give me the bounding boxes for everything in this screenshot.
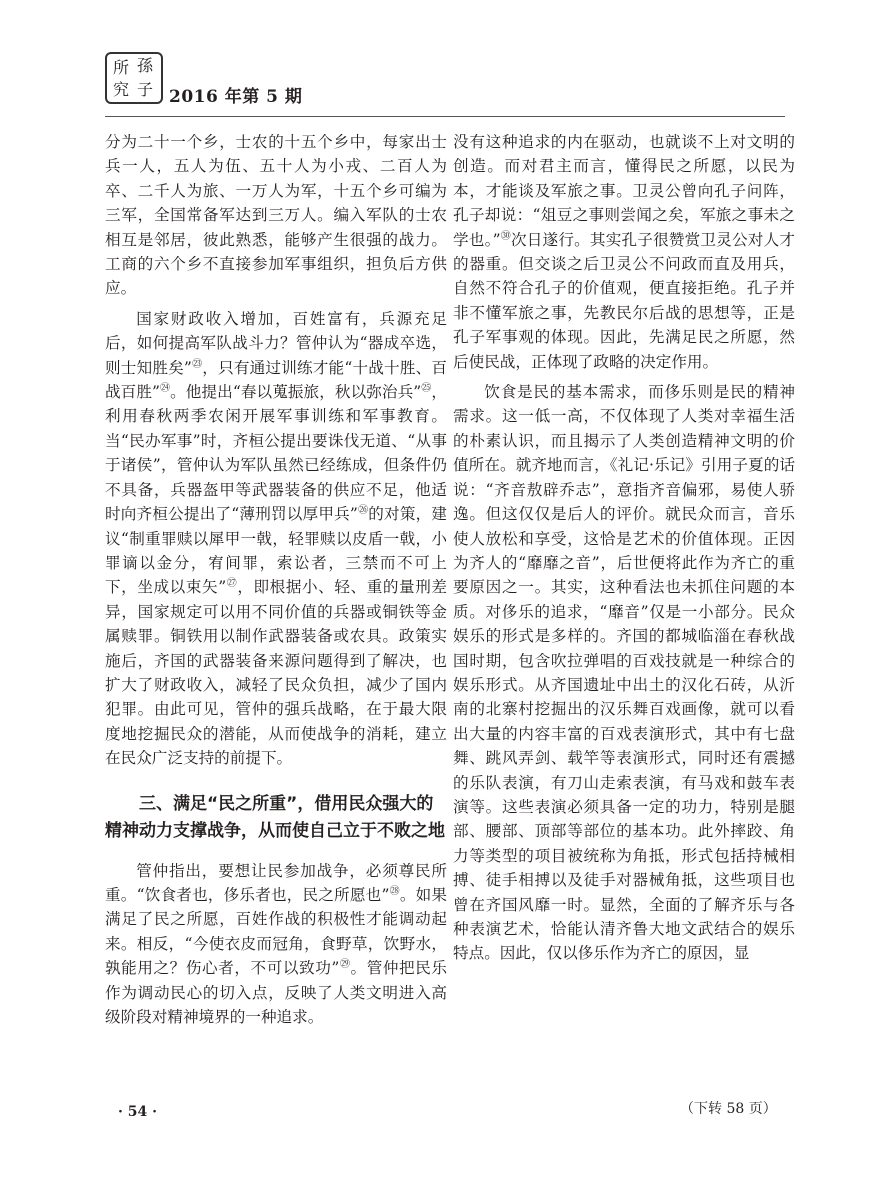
footnote-marker: ㉚ xyxy=(500,230,511,242)
journal-logo xyxy=(105,52,163,104)
page-number: · 54 · xyxy=(118,1104,157,1120)
footnote-marker: ㉕ xyxy=(421,382,432,394)
footnote-marker: ㉔ xyxy=(159,382,171,394)
logo-char: 子 xyxy=(137,80,154,99)
footnote-marker: ㉘ xyxy=(389,885,400,897)
header-rule xyxy=(105,116,785,117)
footnote-marker: ㉓ xyxy=(191,358,203,370)
section-heading: 三、满足“民之所重”，借用民众强大的精神动力支撑战争，从而使自己立于不败之地 xyxy=(105,793,445,841)
paragraph: 饮食是民的基本需求，而侈乐则是民的精神需求。这一低一高，不仅体现了人类对幸福生活的朴素认识，而且揭示了人类创造精神文明的价值所在。就齐地而言，《礼记·乐记》引用子夏的话说：“齐音敖辟乔志”，意指齐音偏邪，易使人骄逸。但这仅仅是后人的评价。就民众而言，音乐使人放松和享受，这恰是艺术的价值体现。正因为齐人的“靡靡之音”，后世便将此作为齐亡的重要原因之一。其实，这种看法也未抓住问题的本质。对侈乐的追求，“靡音”仅是一小部分。民众娱乐的形式是多样的。齐国的都城临淄在春秋战国时期，包含吹拉弹唱的百戏技就是一种综合的娱乐形式。从齐国遗址中出土的汉化石砖，从沂南的北寨村挖掘出的汉乐舞百戏画像，就可以看出大量的内容丰富的百戏表演形式，其中有七盘舞、跳风弄剑、载竿等表演形式，同时还有震撼的乐队表演，有刀山走索表演，有马戏和鼓车表演等。这些表演必须具备一定的功力，特别是腿部、腰部、顶部等部位的基本功。此外摔跤、角力等类型的项目被统称为角抵，形式包括持械相搏、徒手相搏以及徒手对器械角抵，这些项目也曾在齐国风靡一时。显然，全面的了解齐乐与各种表演艺术，恰能认清齐鲁大地文武结合的娱乐特点。因此，仅以侈乐作为齐亡的原因，显 xyxy=(453,383,795,963)
logo-char: 所 xyxy=(113,58,130,77)
issue-label: 2016 年第 5 期 xyxy=(169,87,303,107)
paragraph: 国家财政收入增加，百姓富有，兵源充足后，如何提高军队战斗力？管仲认为“器成卒选，则士知胜矣”$^㉓$，只有通过训练才能“十战十胜、百战百胜”$^㉔$。他提出“春以蒐振旅，秋以弥治兵”$^㉕$，利用春秋两季农闲开展军事训练和军事教育。当“民办军事”时，齐桓公提出要诛伐无道、“从事于诸侯”，管仲认为军队虽然已经练成，但条件仍不具备，兵器盔甲等武器装备的供应不足，他适时向齐桓公提出了“薄刑罚以厚甲兵”$^㉖$的对策，建议“制重罪赎以犀甲一戟，轻罪赎以皮盾一戟，小罪谪以金分，宥间罪，索讼者，三禁而不可上下，坐成以束矢”$^㉗$，即根据小、轻、重的量刑差异，国家规定可以用不同价值的兵器或铜铁等金属赎罪。铜铁用以制作武器装备或农具。政策实施后，齐国的武器装备来源问题得到了解决，也扩大了财政收入，减轻了民众负担，减少了国内犯罪。由此可见，管仲的强兵战略，在于最大限度地挖掘民众的潜能，从而使战争的消耗，建立在民众广泛支持的前提下。 xyxy=(105,309,447,768)
left-column xyxy=(105,130,447,1029)
footnote-marker: ㉖ xyxy=(357,504,369,516)
footnote-marker: ㉗ xyxy=(226,578,238,590)
right-column xyxy=(453,130,795,966)
paragraph: 分为二十一个乡，士农的十五个乡中，每家出士兵一人，五人为伍、五十人为小戎、二百人为卒、二千人为旅、一万人为军，十五个乡可编为三军，全国常备军达到三万人。编入军队的士农相互是邻居，彼此熟悉，能够产生很强的战力。工商的六个乡不直接参加军事组织，担负后方供应。 xyxy=(105,133,447,298)
page-header xyxy=(105,52,785,118)
continued-note: （下转 58 页） xyxy=(680,1101,777,1117)
paragraph: 没有这种追求的内在驱动，也就谈不上对文明的创造。而对君主而言，懂得民之所愿，以民为本，才能谈及军旅之事。卫灵公曾向孔子问阵，孔子却说：“俎豆之事则尝闻之矣，军旅之事未之学也。”$^㉚$次日遂行。其实孔子很赞赏卫灵公对人才的器重。但交谈之后卫灵公不问政而直及用兵，自然不符合孔子的价值观，便直接拒绝。孔子并非不懂军旅之事，先教民尔后战的思想等，正是孔子军事观的体现。因此，先满足民之所愿，然后使民战，正体现了政略的决定作用。 xyxy=(453,133,795,371)
logo-char: 究 xyxy=(113,80,130,99)
logo-char: 孫 xyxy=(137,56,154,75)
footnote-marker: ㉙ xyxy=(339,959,351,970)
paragraph: 管仲指出，要想让民参加战争，必须尊民所重。“饮食者也，侈乐者也，民之所愿也”$^㉘$。如果满足了民之所愿，百姓作战的积极性才能调动起来。相反，“今使衣皮而冠角，食野草，饮野水，孰能用之？伤心者，不可以致功”$^㉙$。管仲把民乐作为调动民心的切入点，反映了人类文明进入高级阶段对精神境界的一种追求。 xyxy=(105,861,448,1026)
